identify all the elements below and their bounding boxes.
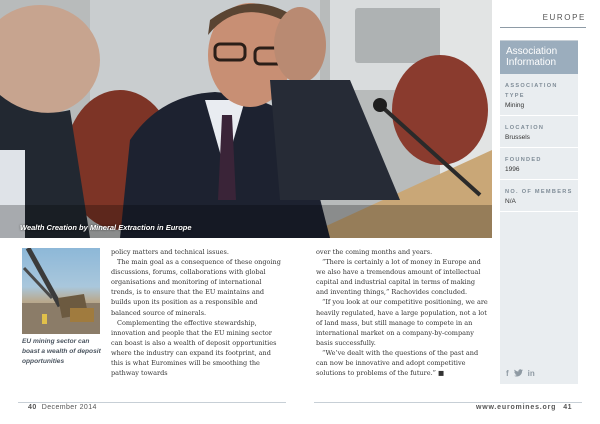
info-field-members [500,180,578,212]
twitter-icon[interactable] [514,369,523,379]
info-value: N/A [505,198,516,205]
section-tag-rule [500,27,586,28]
association-info-title: Association Information [500,41,578,74]
website-link[interactable]: www.euromines.org [475,404,557,411]
info-field-type [500,74,578,116]
article-column-2 [316,247,488,378]
article-paragraph: “There is certainly a lot of money in Europe and we also have a tremendous amount of intellectual capital and industrial capital in terms of making and inventing things,” Rachovides concluded. [316,258,481,297]
article-paragraph: “If you look at our competitive positioning, we are heavily regulated, have a large population, not a lot of land mass, but still manage to compete in an international market on a company-by-company basis successfully. [316,298,488,347]
info-field-location [500,116,578,148]
info-label: ASSOCIATION TYPE [505,83,558,99]
excavator-illustration [22,248,100,334]
info-value: Brussels [505,134,530,141]
footer-rule-right [314,402,582,403]
info-field-founded [500,148,578,180]
folio-left [28,404,97,411]
page-number-right: 41 [563,404,572,411]
info-value: Mining [505,102,525,109]
section-tag-label: EUROPE [542,12,586,22]
footer-rule-left [18,402,286,403]
article-paragraph: Complementing the effective stewardship, innovation and people that the EU mining sector can boast is also a wealth of deposit opportunities where the industry can expand its footprint, and this is what Euromines will be smoothing the pathway towards [111,318,277,378]
hero-photo [0,0,492,238]
article-column-1 [111,247,283,378]
mining-thumbnail-photo [22,248,100,334]
info-label: FOUNDED [505,157,542,163]
association-info-box [500,40,578,384]
facebook-icon[interactable]: f [506,369,509,378]
info-label: LOCATION [505,125,545,131]
thumbnail-caption: EU mining sector can boast a wealth of deposit opportunities [22,338,101,365]
section-tag [492,0,600,34]
info-value: 1996 [505,166,520,173]
page-number-left: 40 [28,404,37,411]
issue-date: December 2014 [41,404,97,411]
article-paragraph: The main goal as a consequence of these ongoing discussions, forums, collaborations with global organisations and monitoring of international trends, is to ensure that the EU maintains and builds upon its position as a responsible and balanced source of minerals. [111,258,281,317]
hero-photo-caption: Wealth Creation by Mineral Extraction in Europe [20,223,192,232]
info-label: NO. OF MEMBERS [505,189,573,195]
hero-photo-illustration [0,0,492,238]
social-links [506,369,535,379]
article-paragraph: policy matters and technical issues. [111,248,229,256]
article-paragraph: over the coming months and years. [316,248,433,256]
folio-right [476,404,572,411]
article-paragraph: “We’ve dealt with the questions of the past and can now be innovative and adopt competitive solutions to problems of the future.” ■ [316,348,479,378]
linkedin-icon[interactable]: in [527,369,535,378]
